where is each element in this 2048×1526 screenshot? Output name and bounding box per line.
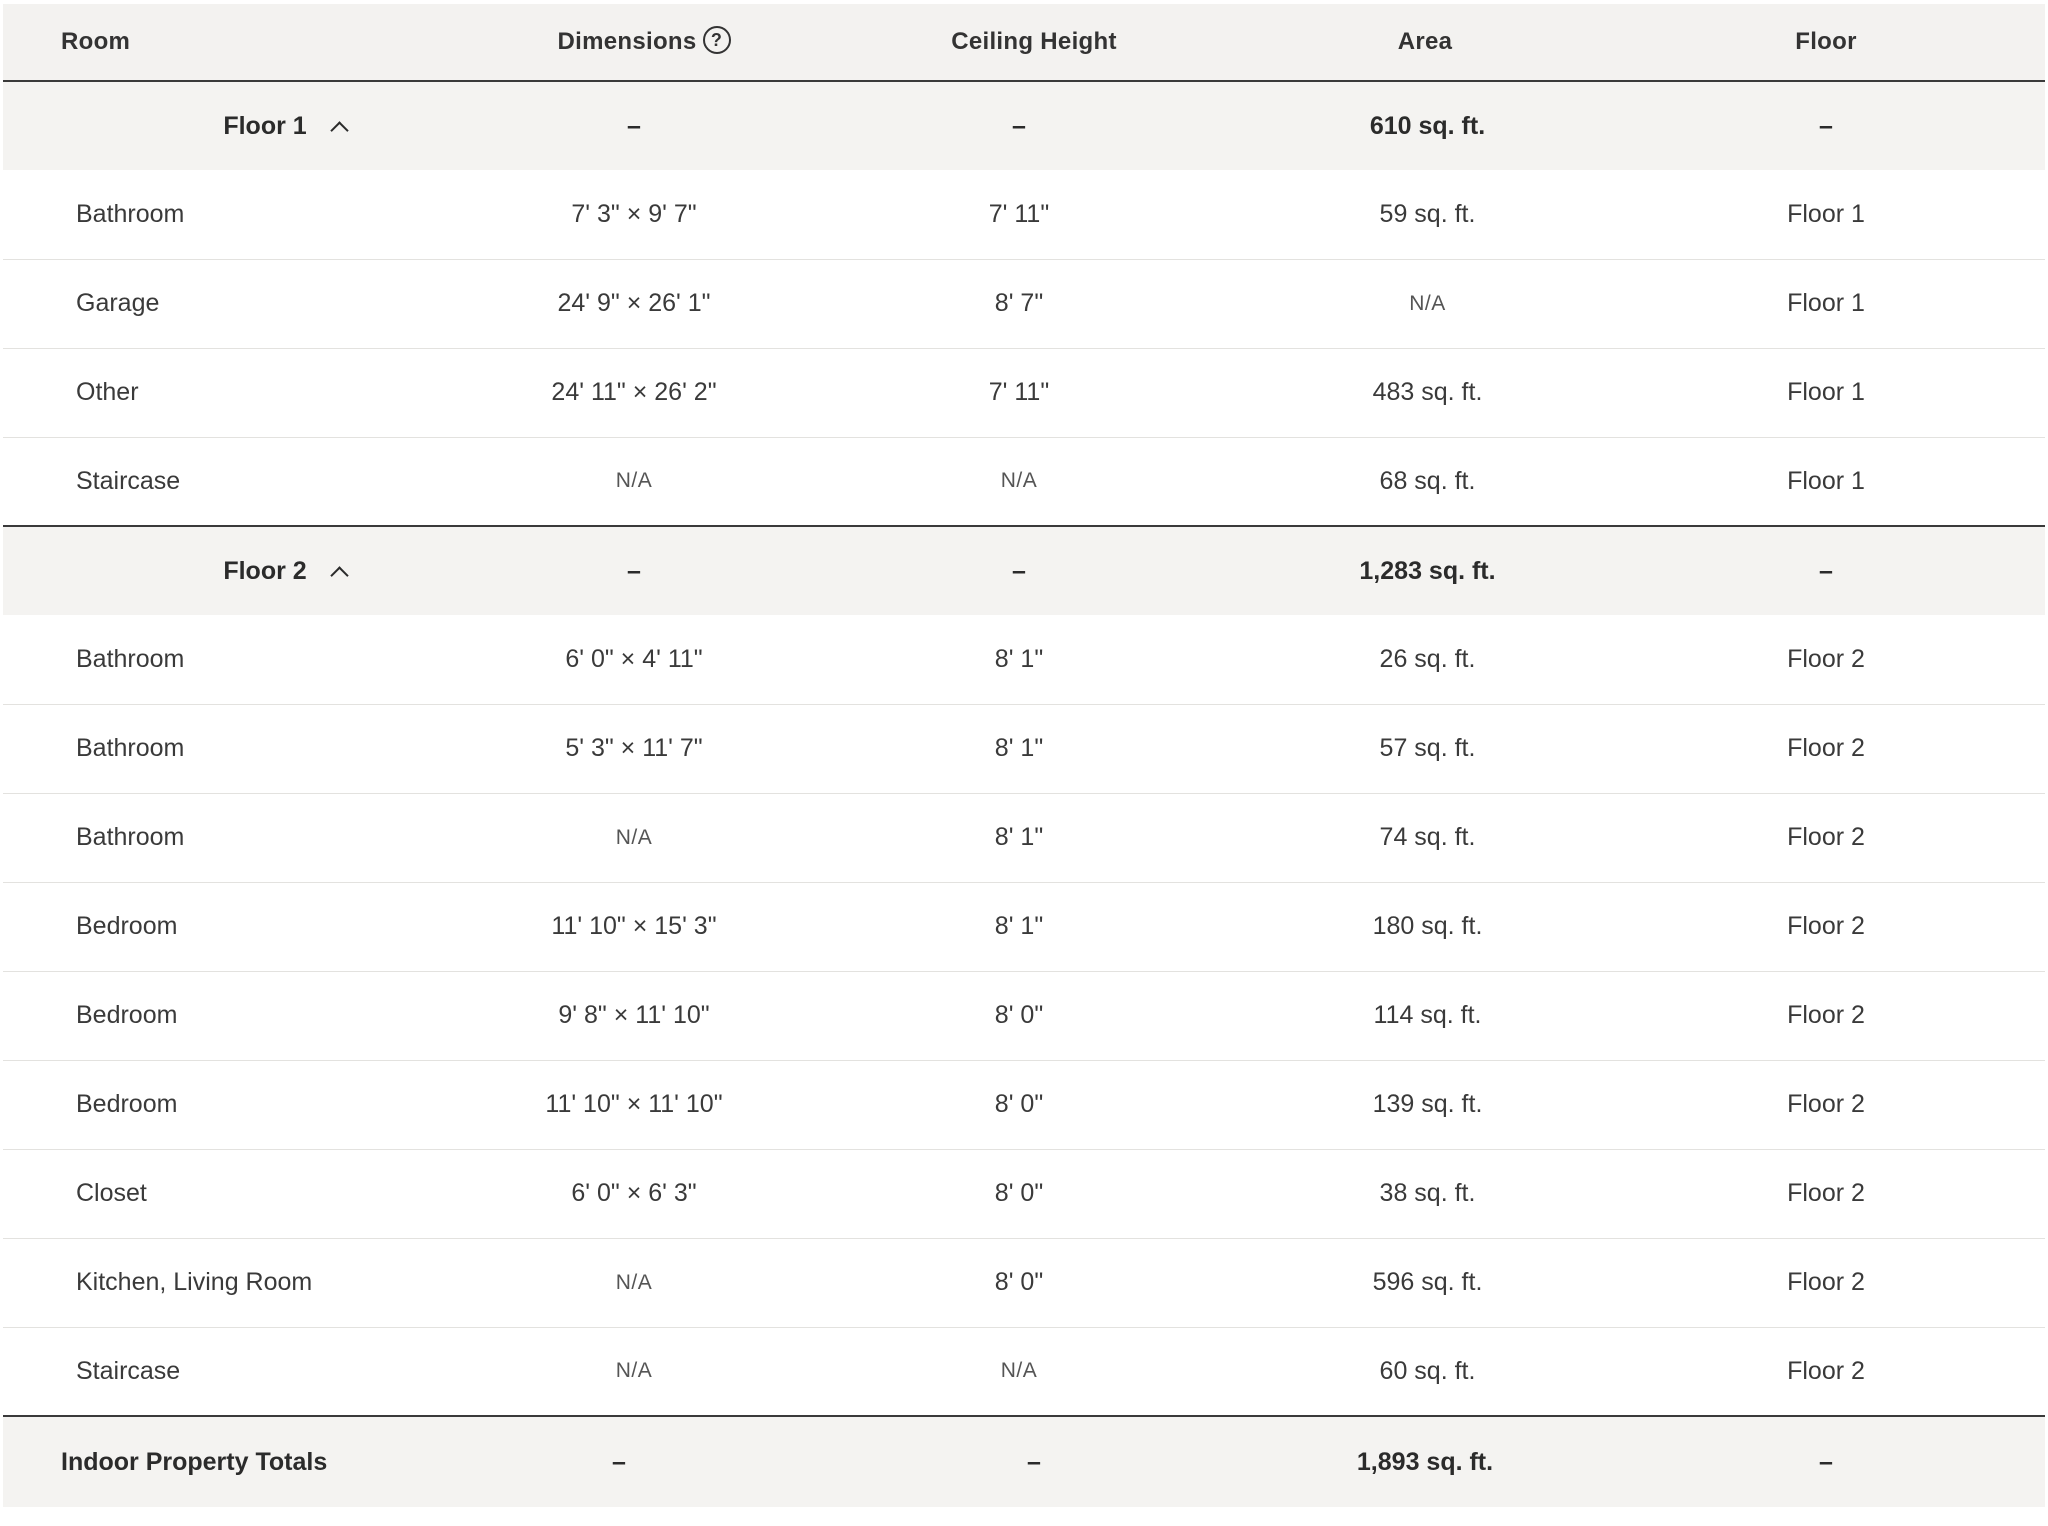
- dimensions-cell: N/A: [615, 1270, 653, 1294]
- floor-group-area: 1,283 sq. ft.: [1359, 556, 1496, 585]
- floor-cell: Floor 1: [1787, 466, 1865, 495]
- ceiling-height-cell: 8' 0": [994, 1090, 1044, 1118]
- floor-cell: Floor 2: [1787, 734, 1865, 762]
- table-row: [3, 615, 2045, 704]
- ceiling-height-cell: 8' 0": [994, 1001, 1044, 1029]
- dimensions-cell: 11' 10" × 15' 3": [551, 912, 717, 940]
- area-cell: 139 sq. ft.: [1372, 1090, 1483, 1118]
- ceiling-height-cell: 8' 0": [994, 1268, 1044, 1296]
- area-cell: 26 sq. ft.: [1379, 644, 1476, 673]
- area-cell: 114 sq. ft.: [1373, 1001, 1482, 1029]
- column-header-dimensions: [463, 4, 825, 81]
- column-header-room: Room: [61, 28, 131, 55]
- dimensions-cell: N/A: [615, 469, 653, 493]
- ceiling-height-cell: 8' 1": [994, 734, 1044, 762]
- floor-group-ceiling-height: –: [1012, 556, 1026, 585]
- room-name-cell: Bathroom: [76, 823, 185, 851]
- table-header: [3, 4, 2045, 81]
- totals-label: Indoor Property Totals: [61, 1447, 328, 1476]
- dimensions-cell: N/A: [615, 825, 653, 849]
- floor-cell: Floor 2: [1787, 1268, 1865, 1296]
- floor-group-label-wrap[interactable]: [120, 557, 345, 586]
- dimensions-cell: 5' 3" × 11' 7": [565, 734, 703, 762]
- area-cell: N/A: [1409, 291, 1446, 315]
- dimensions-cell: 24' 11" × 26' 2": [551, 378, 717, 406]
- table-header-row: [3, 4, 2045, 81]
- room-name-cell: Bathroom: [76, 644, 185, 673]
- area-cell: 483 sq. ft.: [1372, 378, 1483, 406]
- totals-ceiling-height: –: [1027, 1447, 1041, 1476]
- floor-group-label: Floor 2: [223, 556, 307, 585]
- ceiling-height-cell: 8' 1": [994, 644, 1044, 673]
- floor-group-label-wrap[interactable]: [120, 112, 345, 141]
- floor-group-toggle[interactable]: [3, 526, 463, 615]
- room-name-cell: Kitchen, Living Room: [76, 1268, 313, 1296]
- table-row: [3, 1060, 2045, 1149]
- floor-cell: Floor 2: [1787, 1179, 1865, 1207]
- table-row: [3, 793, 2045, 882]
- floor-cell: Floor 2: [1787, 912, 1865, 940]
- floor-cell: Floor 1: [1787, 378, 1865, 406]
- totals-row: [3, 1416, 2045, 1507]
- dimensions-cell: N/A: [615, 1359, 653, 1383]
- floor-cell: Floor 2: [1787, 1356, 1865, 1385]
- help-icon[interactable]: ?: [703, 26, 731, 54]
- room-dimensions-table: [3, 4, 2045, 1507]
- ceiling-height-cell: 8' 7": [994, 289, 1044, 317]
- floor-group-dimensions: –: [627, 556, 641, 585]
- dimensions-cell: 9' 8" × 11' 10": [558, 1001, 710, 1029]
- chevron-up-icon[interactable]: [330, 121, 348, 139]
- area-cell: 74 sq. ft.: [1379, 823, 1476, 851]
- totals-area: 1,893 sq. ft.: [1356, 1447, 1494, 1476]
- room-name-cell: Bedroom: [76, 1090, 178, 1118]
- floor-group-row[interactable]: [3, 81, 2045, 170]
- room-name-cell: Bathroom: [76, 199, 185, 228]
- column-header-ceiling-height: Ceiling Height: [951, 28, 1117, 55]
- dimensions-cell: 11' 10" × 11' 10": [545, 1090, 723, 1118]
- ceiling-height-cell: 7' 11": [988, 378, 1050, 406]
- floor-cell: Floor 2: [1787, 1001, 1865, 1029]
- area-cell: 596 sq. ft.: [1372, 1268, 1483, 1296]
- area-cell: 38 sq. ft.: [1379, 1179, 1476, 1207]
- floor-group-area: 610 sq. ft.: [1369, 111, 1486, 140]
- floor-group-floor: –: [1819, 111, 1833, 140]
- area-cell: 57 sq. ft.: [1379, 734, 1476, 762]
- area-cell: 68 sq. ft.: [1379, 466, 1476, 495]
- table-row: [3, 1327, 2045, 1416]
- room-name-cell: Bathroom: [76, 734, 185, 762]
- room-name-cell: Closet: [76, 1179, 147, 1207]
- column-header-area: Area: [1397, 28, 1453, 55]
- room-name-cell: Staircase: [76, 466, 181, 495]
- dimensions-cell: 6' 0" × 6' 3": [571, 1179, 697, 1207]
- ceiling-height-cell: 8' 1": [994, 823, 1044, 851]
- table-row: [3, 882, 2045, 971]
- area-cell: 59 sq. ft.: [1379, 199, 1476, 228]
- ceiling-height-cell: 8' 1": [994, 912, 1044, 940]
- room-dimensions-table-container: [3, 4, 2045, 1507]
- table-body: [3, 81, 2045, 1507]
- room-name-cell: Garage: [76, 289, 160, 317]
- area-cell: 180 sq. ft.: [1372, 912, 1483, 940]
- floor-group-dimensions: –: [627, 111, 641, 140]
- chevron-up-icon[interactable]: [330, 566, 348, 584]
- room-name-cell: Bedroom: [76, 912, 178, 940]
- floor-cell: Floor 1: [1787, 199, 1865, 228]
- room-name-cell: Other: [76, 378, 139, 406]
- ceiling-height-cell: 7' 11": [988, 199, 1050, 228]
- dimensions-cell: 6' 0" × 4' 11": [565, 644, 703, 673]
- floor-group-label: Floor 1: [223, 111, 307, 140]
- table-row: [3, 704, 2045, 793]
- floor-cell: Floor 1: [1787, 289, 1865, 317]
- table-row: [3, 971, 2045, 1060]
- column-header-floor: Floor: [1795, 28, 1857, 55]
- table-row: [3, 1149, 2045, 1238]
- room-name-cell: Bedroom: [76, 1001, 178, 1029]
- dimensions-cell: 7' 3" × 9' 7": [571, 199, 697, 228]
- floor-cell: Floor 2: [1787, 823, 1865, 851]
- area-cell: 60 sq. ft.: [1379, 1356, 1476, 1385]
- ceiling-height-cell: N/A: [1000, 1359, 1038, 1383]
- totals-floor: –: [1819, 1447, 1833, 1476]
- floor-group-ceiling-height: –: [1012, 111, 1026, 140]
- floor-cell: Floor 2: [1787, 644, 1865, 673]
- floor-group-row[interactable]: [3, 526, 2045, 615]
- table-row: [3, 259, 2045, 348]
- room-name-cell: Staircase: [76, 1356, 181, 1385]
- table-row: [3, 1238, 2045, 1327]
- floor-group-toggle[interactable]: [3, 81, 463, 170]
- table-row: [3, 437, 2045, 526]
- table-row: [3, 348, 2045, 437]
- floor-group-floor: –: [1819, 556, 1833, 585]
- column-header-dimensions-label: Dimensions: [557, 27, 697, 55]
- ceiling-height-cell: N/A: [1000, 469, 1038, 493]
- table-row: [3, 170, 2045, 259]
- dimensions-cell: 24' 9" × 26' 1": [557, 289, 711, 317]
- ceiling-height-cell: 8' 0": [994, 1179, 1044, 1207]
- totals-dimensions: –: [612, 1447, 626, 1476]
- floor-cell: Floor 2: [1787, 1090, 1865, 1118]
